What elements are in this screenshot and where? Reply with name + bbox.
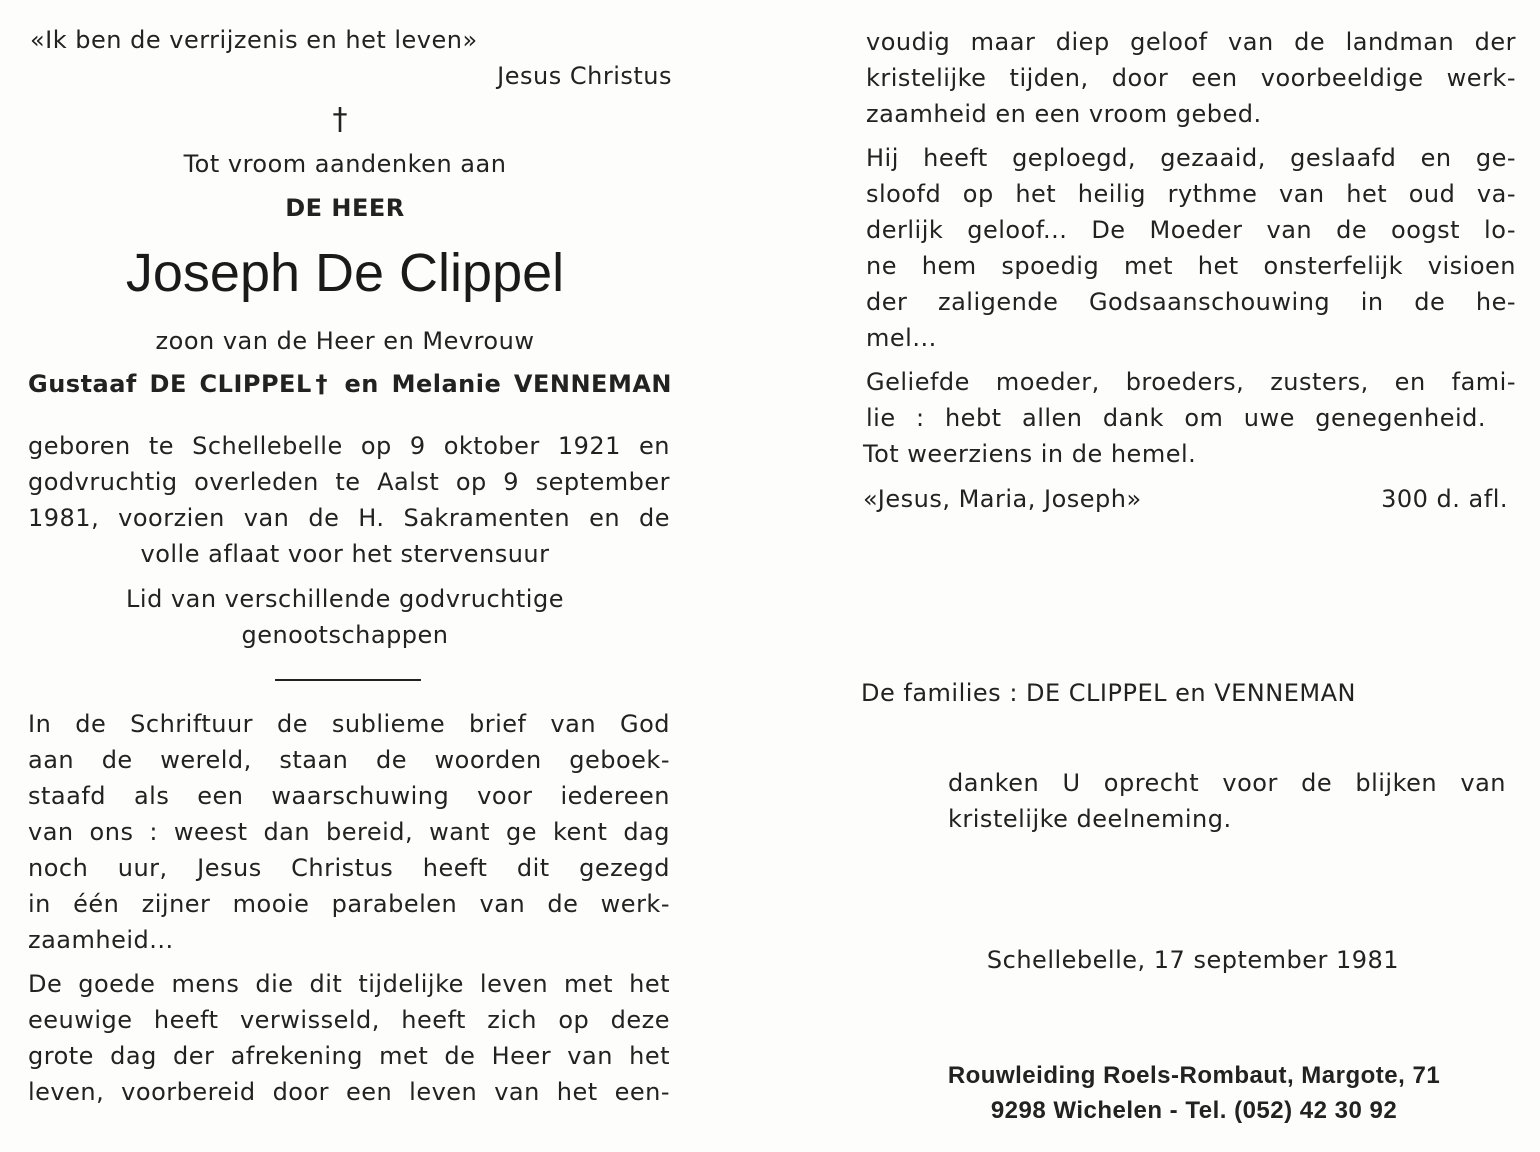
- funeral-director-contact: 9298 Wichelen - Tel. (052) 42 30 92: [990, 1097, 1398, 1124]
- families-thanks-line: kristelijke deelneming.: [948, 805, 1232, 833]
- bible-quote: «Ik ben de verrijzenis en het leven»: [30, 26, 478, 54]
- families-thanks-line: danken U oprecht voor de blijken van: [948, 769, 1506, 797]
- thanks-paragraph-line: Geliefde moeder, broeders, zusters, en fami-: [866, 368, 1516, 396]
- faith-paragraph-line: voudig maar diep geloof van de landman der: [866, 28, 1516, 56]
- scripture-paragraph-line: aan de wereld, staan de woorden geboek-: [28, 746, 670, 774]
- scripture-paragraph-line: staafd als een waarschuwing voor iedereen: [28, 782, 670, 810]
- son-of-line: zoon van de Heer en Mevrouw: [155, 327, 535, 355]
- families-line: De families : DE CLIPPEL en VENNEMAN: [861, 679, 1356, 707]
- scripture-paragraph-line: in één zijner mooie parabelen van de werk-: [28, 890, 670, 918]
- biography-line: godvruchtig overleden te Aalst op 9 september: [28, 468, 670, 496]
- left-page: [0, 0, 700, 1152]
- harvest-paragraph-line: der zaligende Godsaanschouwing in de he-: [866, 288, 1516, 316]
- life-paragraph-line: eeuwige heeft verwisseld, heeft zich op deze: [28, 1006, 670, 1034]
- faith-paragraph-line: kristelijke tijden, door een voorbeeldige werk-: [866, 64, 1516, 92]
- biography-line: volle aflaat voor het stervensuur: [140, 540, 550, 568]
- harvest-paragraph-line: mel...: [866, 324, 937, 352]
- deceased-title: DE HEER: [285, 194, 405, 222]
- quote-author: Jesus Christus: [497, 62, 672, 90]
- funeral-director-line: Rouwleiding Roels-Rombaut, Margote, 71: [947, 1062, 1441, 1089]
- parents-line: Gustaaf DE CLIPPEL† en Melanie VENNEMAN: [28, 370, 672, 398]
- life-paragraph-line: leven, voorbereid door een leven van het een-: [28, 1078, 670, 1106]
- memorial-intro: Tot vroom aandenken aan: [183, 150, 507, 178]
- biography-line: 1981, voorzien van de H. Sakramenten en de: [28, 504, 670, 532]
- life-paragraph-line: De goede mens die dit tijdelijke leven met het: [28, 970, 670, 998]
- indulgence-line: 300 d. afl.: [1381, 485, 1508, 513]
- biography-line: geboren te Schellebelle op 9 oktober 1921 en: [28, 432, 670, 460]
- harvest-paragraph-line: Hij heeft geploegd, gezaaid, geslaafd en ge-: [866, 144, 1516, 172]
- harvest-paragraph-line: ne hem spoedig met het onsterfelijk visioen: [866, 252, 1516, 280]
- scripture-paragraph-line: zaamheid...: [28, 926, 174, 954]
- prayer-line: «Jesus, Maria, Joseph»: [863, 485, 1142, 513]
- place-date: Schellebelle, 17 september 1981: [986, 946, 1400, 974]
- farewell-line: Tot weerziens in de hemel.: [863, 440, 1197, 468]
- faith-paragraph-line: zaamheid en een vroom gebed.: [866, 100, 1262, 128]
- scripture-paragraph-line: In de Schriftuur de sublieme brief van God: [28, 710, 670, 738]
- membership-line: genootschappen: [241, 621, 449, 649]
- cross-icon: †: [332, 102, 348, 137]
- thanks-paragraph-line: lie : hebt allen dank om uwe genegenheid.: [866, 404, 1486, 432]
- life-paragraph-line: grote dag der afrekening met de Heer van het: [28, 1042, 670, 1070]
- section-divider: [275, 679, 421, 681]
- harvest-paragraph-line: derlijk geloof... De Moeder van de oogst lo-: [866, 216, 1516, 244]
- harvest-paragraph-line: sloofd op het heilig rythme van het oud va-: [866, 180, 1516, 208]
- membership-line: Lid van verschillende godvruchtige: [126, 585, 564, 613]
- scripture-paragraph-line: noch uur, Jesus Christus heeft dit gezegd: [28, 854, 670, 882]
- deceased-name: Joseph De Clippel: [125, 243, 565, 303]
- right-page: [850, 0, 1540, 1152]
- scripture-paragraph-line: van ons : weest dan bereid, want ge kent dag: [28, 818, 670, 846]
